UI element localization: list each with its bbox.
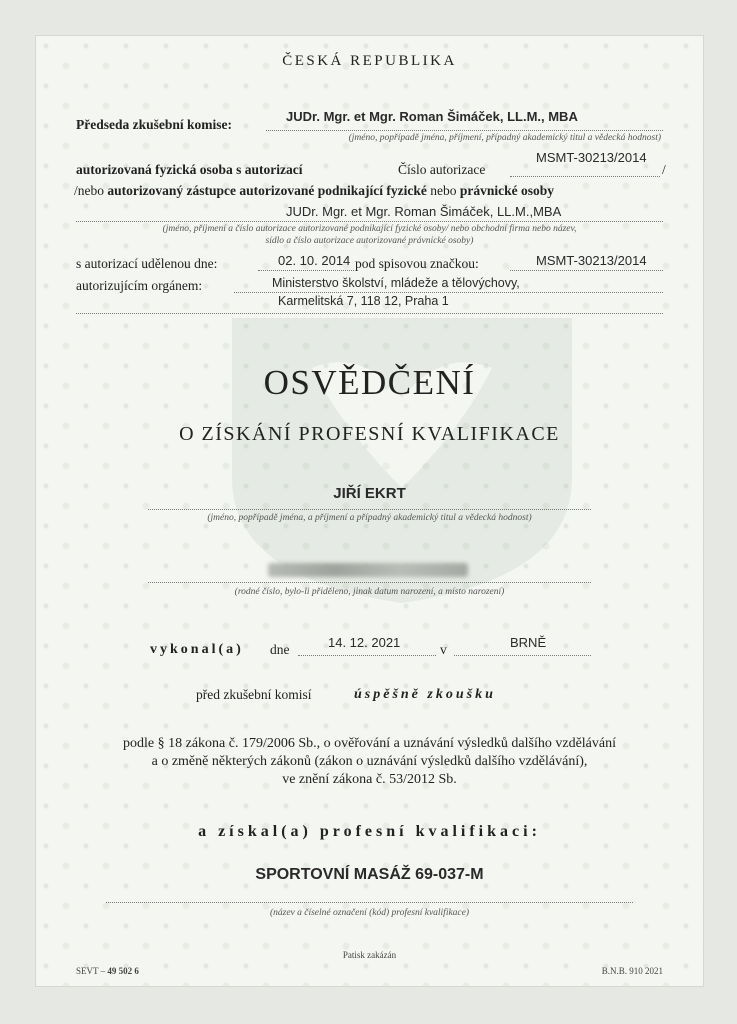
- chair-label: Předseda zkušební komise:: [76, 117, 233, 132]
- performed-label: vykonal(a): [150, 642, 244, 657]
- representative-note-line1: (jméno, příjmení a číslo autorizace autorizované podnikající fyzické osoby/ nebo obchodní firma nebo název,: [162, 224, 577, 234]
- birth-note: (rodné číslo, bylo-li přiděleno, jinak datum narození, a místo narození): [234, 587, 505, 597]
- authority-dotted-line1: [234, 292, 663, 293]
- representative-label: autorizovaný zástupce autorizované podnikající fyzické: [107, 183, 427, 198]
- representative-note-line2: sídlo a číslo autorizace autorizované právnické osoby): [265, 236, 474, 246]
- qualification-value: SPORTOVNÍ MASÁŽ 69-037-M: [255, 866, 484, 883]
- chair-note: (jméno, popřípadě jména, příjmení, případný akademický titul a vědecká hodnost): [348, 133, 661, 143]
- file-number-label: pod spisovou značkou:: [355, 256, 479, 271]
- qualification-heading: a získal(a) profesní kvalifikaci:: [198, 823, 541, 840]
- authorized-person-label: autorizovaná fyzická osoba s autorizací: [76, 162, 303, 177]
- law-line3: ve znění zákona č. 53/2012 Sb.: [282, 772, 457, 787]
- granted-date: 02. 10. 2014: [278, 253, 351, 268]
- reprint-forbidden: Patisk zakázán: [342, 950, 397, 960]
- certificate-page: [36, 36, 703, 986]
- authorization-number-value: MSMT-30213/2014: [536, 150, 647, 165]
- authority-line1: Ministerstvo školství, mládeže a tělovýchovy,: [272, 276, 520, 290]
- sevt-prefix: SEVT –: [76, 966, 108, 976]
- certificate-title: OSVĚDČENÍ: [263, 363, 476, 402]
- chair-dotted-line: [266, 130, 663, 131]
- exam-date: 14. 12. 2021: [328, 635, 401, 650]
- representative-value: JUDr. Mgr. et Mgr. Roman Šimáček, LL.M.,MBA: [286, 204, 562, 219]
- country-heading: ČESKÁ REPUBLIKA: [282, 53, 457, 69]
- holder-name-note: (jméno, popřípadě jména, a příjmení a případný akademický titul a vědecká hodnost): [207, 513, 532, 523]
- holder-name: JIŘÍ EKRT: [333, 485, 406, 502]
- qualification-dotted-line: [106, 902, 633, 903]
- authorization-number-label: Číslo autorizace: [398, 162, 486, 177]
- sevt-code: 49 502 6: [107, 966, 139, 976]
- granted-dotted-line: [258, 270, 354, 271]
- file-number-dotted-line: [510, 270, 663, 271]
- or-word: nebo: [430, 183, 457, 198]
- birth-data-redacted: [268, 563, 468, 577]
- file-number-value: MSMT-30213/2014: [536, 253, 647, 268]
- granted-label: s autorizací udělenou dne:: [76, 256, 218, 271]
- exam-result: úspěšně zkoušku: [354, 687, 496, 702]
- before-committee-label: před zkušební komisí: [196, 687, 312, 702]
- representative-dotted-line: [76, 221, 663, 222]
- exam-place-dotted-line: [454, 655, 591, 656]
- exam-place: BRNĚ: [510, 635, 547, 650]
- place-label: v: [440, 642, 447, 657]
- authority-dotted-line2: [76, 313, 663, 314]
- qualification-note: (název a číselné označení (kód) profesní kvalifikace): [269, 908, 470, 918]
- or-prefix: /nebo: [74, 183, 104, 198]
- law-line2: a o změně některých zákonů (zákon o uznávání výsledků dalšího vzdělávání),: [151, 754, 588, 769]
- certificate-subtitle: O ZÍSKÁNÍ PROFESNÍ KVALIFIKACE: [179, 423, 560, 445]
- authorization-slash: /: [662, 162, 666, 177]
- birth-dotted-line: [148, 582, 591, 583]
- authority-label: autorizujícím orgánem:: [76, 278, 203, 293]
- legal-person-label: právnické osoby: [459, 183, 554, 198]
- holder-name-dotted-line: [148, 509, 591, 510]
- exam-date-dotted-line: [298, 655, 436, 656]
- bnb-code: B.N.B. 910 2021: [601, 966, 663, 976]
- authorization-dotted-line: [510, 176, 660, 177]
- law-line1: podle § 18 zákona č. 179/2006 Sb., o ověřování a uznávání výsledků dalšího vzdělávání: [123, 736, 616, 751]
- date-label: dne: [270, 642, 290, 657]
- chair-name: JUDr. Mgr. et Mgr. Roman Šimáček, LL.M., MBA: [286, 109, 578, 124]
- authority-line2: Karmelitská 7, 118 12, Praha 1: [278, 294, 449, 308]
